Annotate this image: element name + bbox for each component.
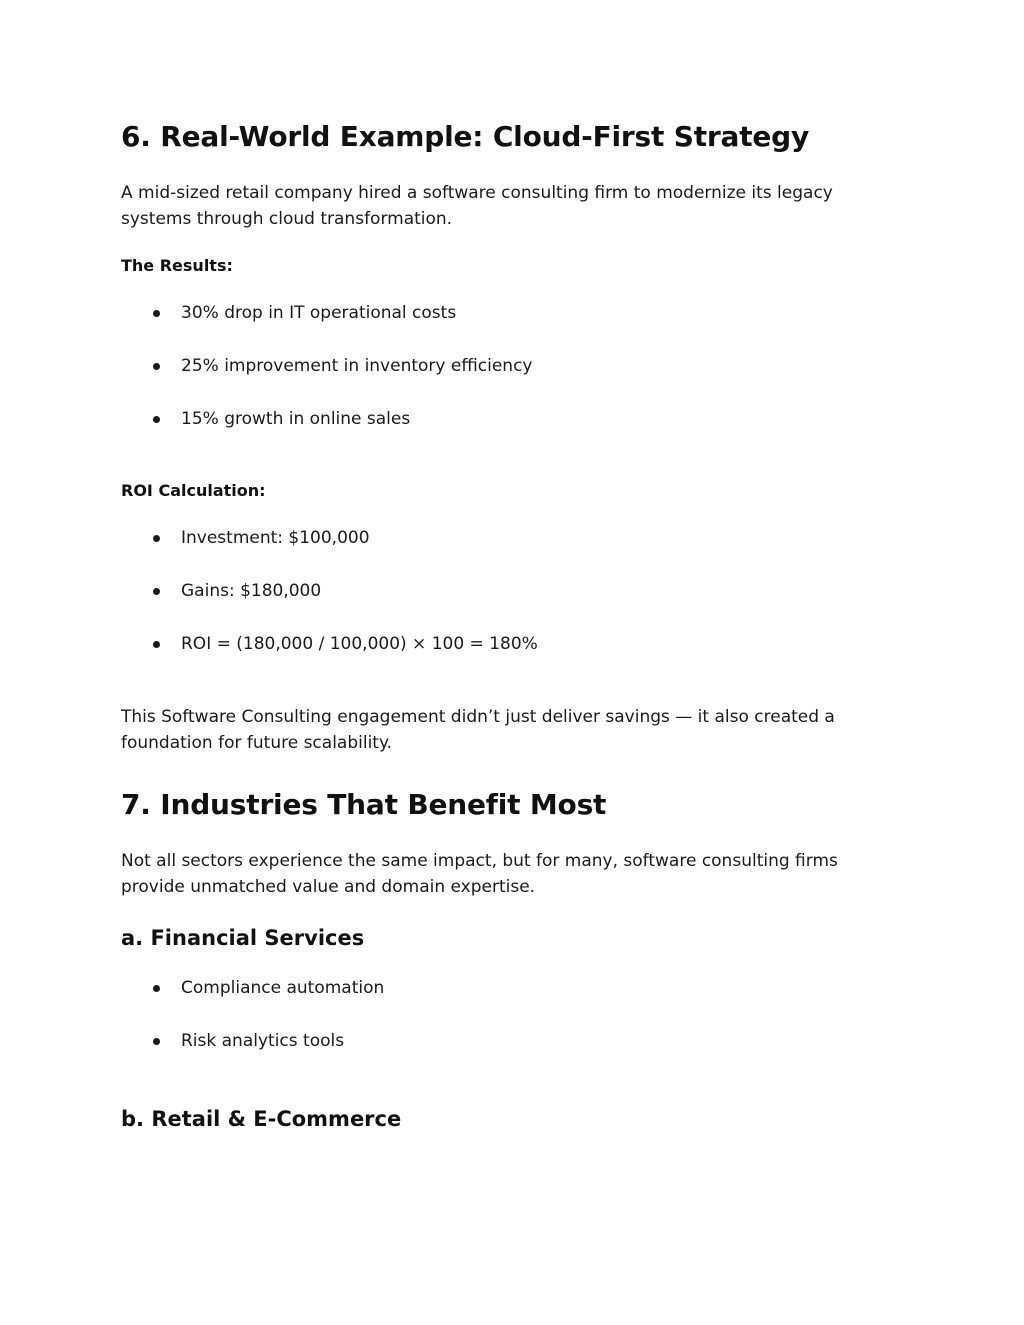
bullet-icon: [153, 985, 160, 992]
subsection-a-heading: a. Financial Services: [121, 926, 365, 950]
results-label: The Results:: [121, 256, 233, 275]
bullet-icon: [153, 535, 160, 542]
bullet-icon: [153, 310, 160, 317]
list-item-text: ROI = (180,000 / 100,000) × 100 = 180%: [181, 634, 538, 654]
list-item: [121, 580, 538, 633]
list-item: [121, 1030, 384, 1083]
bullet-icon: [153, 588, 160, 595]
financial-services-list: [121, 977, 384, 1083]
list-item-text: Compliance automation: [181, 978, 385, 998]
list-item: [121, 633, 538, 686]
section-7-heading: 7. Industries That Benefit Most: [121, 788, 607, 821]
section-6-conclusion: This Software Consulting engagement didn’t just deliver savings — it also created a foundation for future scalability.: [121, 707, 835, 753]
bullet-icon: [153, 363, 160, 370]
list-item: [121, 355, 532, 408]
section-7-intro: Not all sectors experience the same impact, but for many, software consulting firms provide unmatched value and domain expertise.: [121, 851, 838, 897]
list-item: [121, 408, 532, 461]
section-6-intro: A mid-sized retail company hired a software consulting firm to modernize its legacy systems through cloud transformation.: [121, 183, 833, 229]
results-list: [121, 302, 532, 461]
list-item-text: 30% drop in IT operational costs: [181, 303, 457, 323]
bullet-icon: [153, 641, 160, 648]
list-item-text: Investment: $100,000: [181, 528, 370, 548]
list-item-text: Gains: $180,000: [181, 581, 322, 601]
list-item-text: 25% improvement in inventory efficiency: [181, 356, 533, 376]
subsection-b-heading: b. Retail & E-Commerce: [121, 1107, 402, 1131]
list-item: [121, 302, 532, 355]
bullet-icon: [153, 416, 160, 423]
list-item: [121, 977, 384, 1030]
list-item-text: Risk analytics tools: [181, 1031, 345, 1051]
roi-label: ROI Calculation:: [121, 481, 266, 500]
list-item-text: 15% growth in online sales: [181, 409, 411, 429]
roi-list: [121, 527, 538, 686]
section-6-heading: 6. Real-World Example: Cloud-First Strategy: [121, 120, 810, 153]
bullet-icon: [153, 1038, 160, 1045]
list-item: [121, 527, 538, 580]
